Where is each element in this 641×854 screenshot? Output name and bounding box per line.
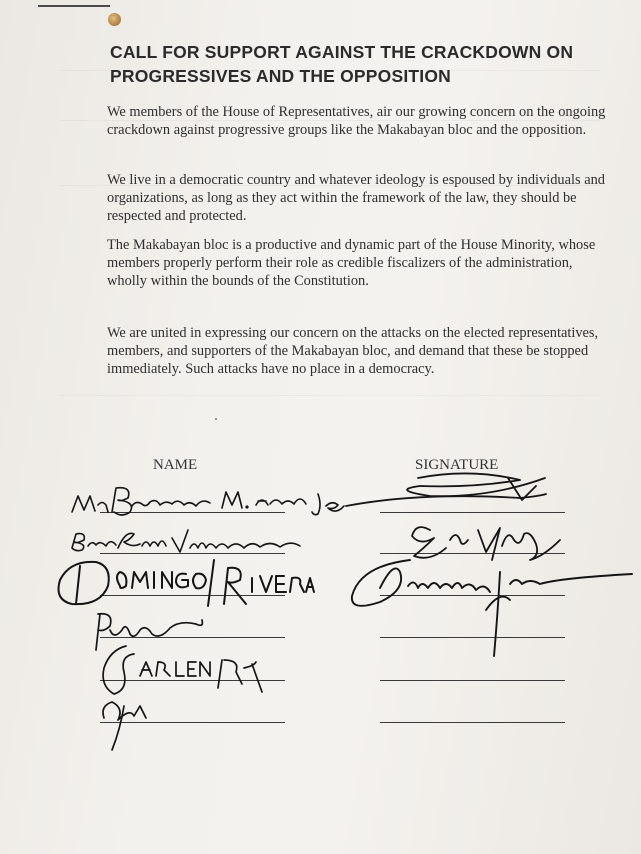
paragraph-4: We are united in expressing our concern on the attacks on the elected representatives, members, and supporters of the Makabayan bloc, and demand that these be stopped immediately. Such attacks have no place in a democracy. — [107, 325, 599, 377]
signature-3 — [352, 560, 632, 656]
signature-2 — [412, 527, 560, 560]
handwritten-name-2 — [72, 530, 300, 552]
handwritten-name-5 — [103, 646, 262, 694]
handwritten-name-6 — [103, 702, 146, 750]
signature-column-header: SIGNATURE — [415, 457, 499, 473]
handwritten-name-3 — [59, 560, 315, 606]
paragraph-1: We members of the House of Representatives, air our growing concern on the ongoing crackdown against progressive groups like the Makabayan bloc and the opposition. — [107, 104, 606, 138]
handwritten-name-1 — [72, 488, 344, 515]
paragraph-2: We live in a democratic country and whatever ideology is espoused by individuals and organizations, as long as they act within the framework of the law, they should be respected and protected. — [107, 172, 605, 224]
name-column-header: NAME — [153, 457, 198, 473]
handwritten-name-4 — [96, 614, 202, 650]
document-title: CALL FOR SUPPORT AGAINST THE CRACKDOWN ON PROGRESSIVES AND THE OPPOSITION — [110, 42, 574, 86]
signature-1 — [346, 473, 546, 506]
paragraph-3: The Makabayan bloc is a productive and dynamic part of the House Minority, whose members properly perform their role as credible fiscalizers of the administration, wholly within the bounds of the Constitution. — [107, 237, 596, 289]
